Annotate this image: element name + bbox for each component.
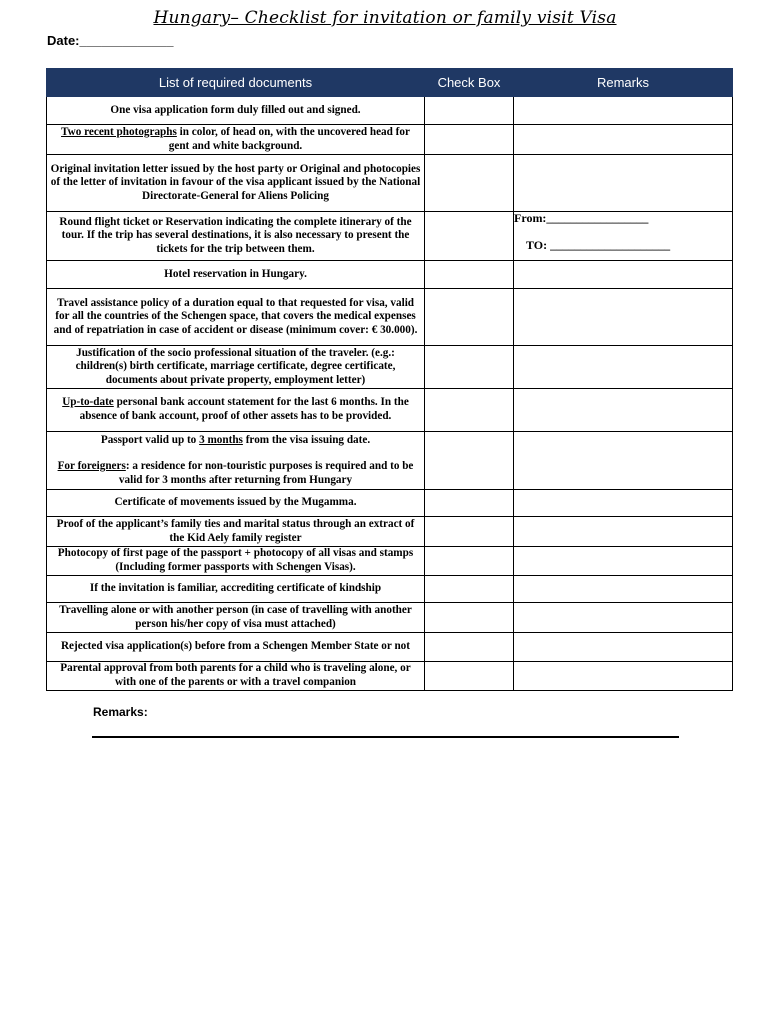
document-item: One visa application form duly filled out and signed. [47,97,425,125]
remarks-label: Remarks: [93,705,148,719]
table-row [47,155,733,212]
document-item-emphasis: Up-to-date [62,396,114,409]
table-row [47,289,733,346]
document-item [47,389,425,432]
remarks-cell[interactable] [514,289,733,346]
check-box-cell[interactable] [425,547,514,576]
remarks-cell[interactable] [514,212,733,261]
check-box-cell[interactable] [425,576,514,603]
page-title: Hungary– Checklist for invitation or family visit Visa [153,8,617,28]
checklist-table [46,68,733,691]
table-row [47,389,733,432]
table-row [47,603,733,633]
check-box-cell[interactable] [425,97,514,125]
check-box-cell[interactable] [425,346,514,389]
table-row [47,261,733,289]
header-check-box: Check Box [425,69,514,97]
remarks-cell[interactable] [514,261,733,289]
document-item: Parental approval from both parents for a child who is traveling alone, or with one of the parents or with a travel companion [47,662,425,691]
document-item: Certificate of movements issued by the Mugamma. [47,490,425,517]
remarks-cell[interactable] [514,346,733,389]
check-box-cell[interactable] [425,490,514,517]
document-item-text: : a residence for non-touristic purposes is required and to be valid for 3 months after returning from Hungary [118,460,414,486]
document-item-text: from the visa issuing date. [242,433,371,446]
table-row [47,662,733,691]
remarks-cell[interactable] [514,432,733,490]
check-box-cell[interactable] [425,517,514,547]
document-item: Travel assistance policy of a duration equal to that requested for visa, valid for all the countries of the Schengen space, that covers the medical expenses and of repatriation in case of accident or disease (minimum cover: € 30.000). [47,289,425,346]
check-box-cell[interactable] [425,125,514,155]
header-remarks: Remarks [514,69,733,97]
document-item: Photocopy of first page of the passport + photocopy of all visas and stamps (Including former passports with Schengen Visas). [47,547,425,576]
table-row [47,576,733,603]
table-row [47,432,733,490]
table-header-row [47,69,733,97]
document-item [47,432,425,490]
remarks-cell[interactable] [514,125,733,155]
check-box-cell[interactable] [425,155,514,212]
remarks-cell[interactable] [514,389,733,432]
table-row [47,212,733,261]
document-item: Justification of the socio professional situation of the traveler. (e.g.: children(s) birth certificate, marriage certificate, degree certificate, documents about private property, employment letter) [47,346,425,389]
check-box-cell[interactable] [425,212,514,261]
check-box-cell[interactable] [425,432,514,490]
document-item-emphasis: For foreigners [57,460,126,473]
check-box-cell[interactable] [425,389,514,432]
remarks-line[interactable] [92,736,679,738]
remarks-cell[interactable] [514,97,733,125]
remarks-cell[interactable] [514,517,733,547]
document-item: Travelling alone or with another person (in case of travelling with another person his/her copy of visa must attached) [47,603,425,633]
document-item: Round flight ticket or Reservation indicating the complete itinerary of the tour. If the trip has several destinations, it is also necessary to present the tickets for the trip between them. [47,212,425,261]
check-box-cell[interactable] [425,603,514,633]
remarks-cell[interactable] [514,155,733,212]
remarks-cell[interactable] [514,603,733,633]
remarks-cell[interactable] [514,490,733,517]
remarks-cell[interactable] [514,633,733,662]
document-item: Rejected visa application(s) before from a Schengen Member State or not [47,633,425,662]
from-field[interactable]: From:_________________ [514,211,649,225]
table-row [47,346,733,389]
document-item-text: in color, of head on, with the uncovered head for gent and white background. [168,125,410,152]
document-item-emphasis: 3 months [199,433,243,446]
header-documents: List of required documents [47,69,425,97]
table-row [47,97,733,125]
remarks-cell[interactable] [514,547,733,576]
document-item: Proof of the applicant’s family ties and marital status through an extract of the Kid Aely family register [47,517,425,547]
date-field[interactable]: Date:_____________ [47,33,174,48]
document-item-text: Passport valid up to [100,433,200,446]
check-box-cell[interactable] [425,261,514,289]
check-box-cell[interactable] [425,633,514,662]
table-row [47,547,733,576]
table-row [47,125,733,155]
to-field[interactable]: TO: ____________________ [526,237,671,252]
document-item-emphasis: Two recent photographs [61,125,177,138]
document-item-text: personal bank account statement for the last 6 months. In the absence of bank account, proof of other assets has to be provided. [79,396,409,422]
check-box-cell[interactable] [425,662,514,691]
table-row [47,517,733,547]
table-row [47,633,733,662]
document-item: If the invitation is familiar, accrediting certificate of kindship [47,576,425,603]
table-row [47,490,733,517]
check-box-cell[interactable] [425,289,514,346]
document-item: Original invitation letter issued by the host party or Original and photocopies of the letter of invitation in favour of the visa applicant issued by the National Directorate-General for Aliens Policing [47,155,425,212]
remarks-cell[interactable] [514,576,733,603]
remarks-cell[interactable] [514,662,733,691]
document-item: Hotel reservation in Hungary. [47,261,425,289]
document-item [47,125,425,155]
